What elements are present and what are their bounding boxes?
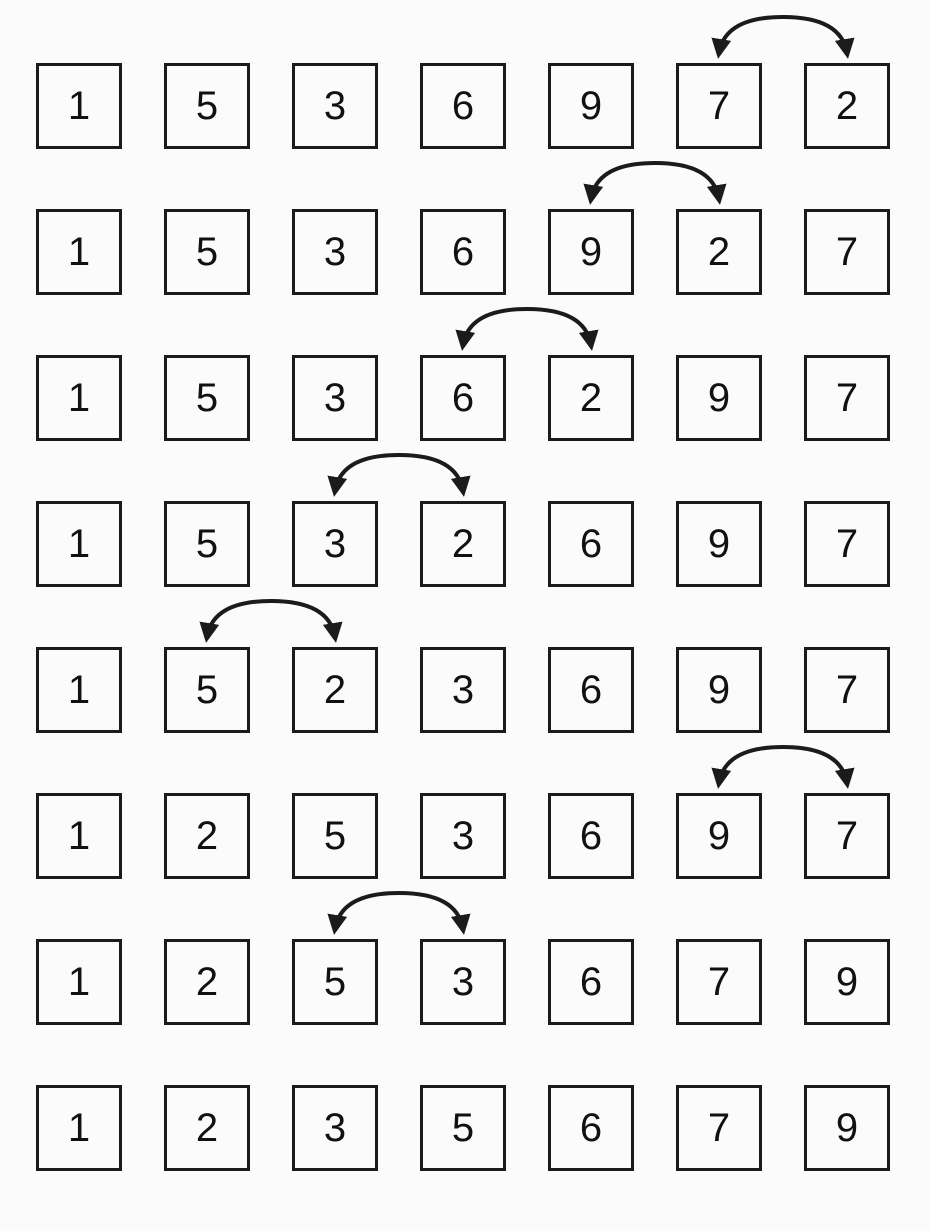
array-cell: 3	[420, 647, 506, 733]
array-cell: 7	[676, 63, 762, 149]
array-cell: 1	[36, 1085, 122, 1171]
array-cell: 7	[804, 501, 890, 587]
array-cell: 2	[420, 501, 506, 587]
array-cell: 5	[420, 1085, 506, 1171]
array-cell: 3	[292, 63, 378, 149]
array-cell: 1	[36, 501, 122, 587]
array-cell: 6	[548, 501, 634, 587]
array-cell: 9	[804, 939, 890, 1025]
array-cell: 1	[36, 793, 122, 879]
array-row	[0, 793, 930, 939]
array-row	[0, 1085, 930, 1231]
array-cell: 5	[164, 209, 250, 295]
array-cell: 2	[164, 1085, 250, 1171]
array-cell: 2	[292, 647, 378, 733]
array-cell: 5	[164, 63, 250, 149]
array-cell: 3	[420, 939, 506, 1025]
array-cell: 7	[804, 647, 890, 733]
swap-arrow	[719, 17, 847, 53]
array-cell: 2	[164, 793, 250, 879]
array-cell: 9	[676, 793, 762, 879]
array-row	[0, 501, 930, 647]
array-cell: 6	[420, 209, 506, 295]
array-cell: 3	[292, 209, 378, 295]
array-cell: 1	[36, 647, 122, 733]
array-cell: 7	[804, 209, 890, 295]
array-cell: 3	[292, 355, 378, 441]
array-cell: 2	[548, 355, 634, 441]
array-row	[0, 209, 930, 355]
array-cell: 5	[164, 501, 250, 587]
array-cell: 6	[548, 793, 634, 879]
array-cell: 6	[420, 355, 506, 441]
array-row	[0, 355, 930, 501]
array-row	[0, 63, 930, 209]
array-cell: 2	[164, 939, 250, 1025]
array-cell: 2	[804, 63, 890, 149]
array-cell: 5	[292, 793, 378, 879]
array-cell: 6	[548, 939, 634, 1025]
array-cell: 1	[36, 209, 122, 295]
array-cell: 9	[804, 1085, 890, 1171]
array-cell: 1	[36, 939, 122, 1025]
array-cell: 7	[804, 355, 890, 441]
array-cell: 5	[164, 647, 250, 733]
array-cell: 5	[292, 939, 378, 1025]
array-cell: 9	[676, 647, 762, 733]
array-cell: 6	[548, 647, 634, 733]
array-cell: 9	[676, 501, 762, 587]
array-cell: 7	[804, 793, 890, 879]
array-cell: 3	[420, 793, 506, 879]
array-cell: 3	[292, 501, 378, 587]
array-row	[0, 939, 930, 1085]
array-cell: 9	[548, 63, 634, 149]
array-cell: 7	[676, 1085, 762, 1171]
array-cell: 3	[292, 1085, 378, 1171]
array-cell: 9	[676, 355, 762, 441]
array-cell: 5	[164, 355, 250, 441]
array-cell: 1	[36, 355, 122, 441]
array-cell: 7	[676, 939, 762, 1025]
array-cell: 6	[420, 63, 506, 149]
array-row	[0, 647, 930, 793]
array-cell: 2	[676, 209, 762, 295]
array-cell: 1	[36, 63, 122, 149]
array-cell: 6	[548, 1085, 634, 1171]
array-cell: 9	[548, 209, 634, 295]
